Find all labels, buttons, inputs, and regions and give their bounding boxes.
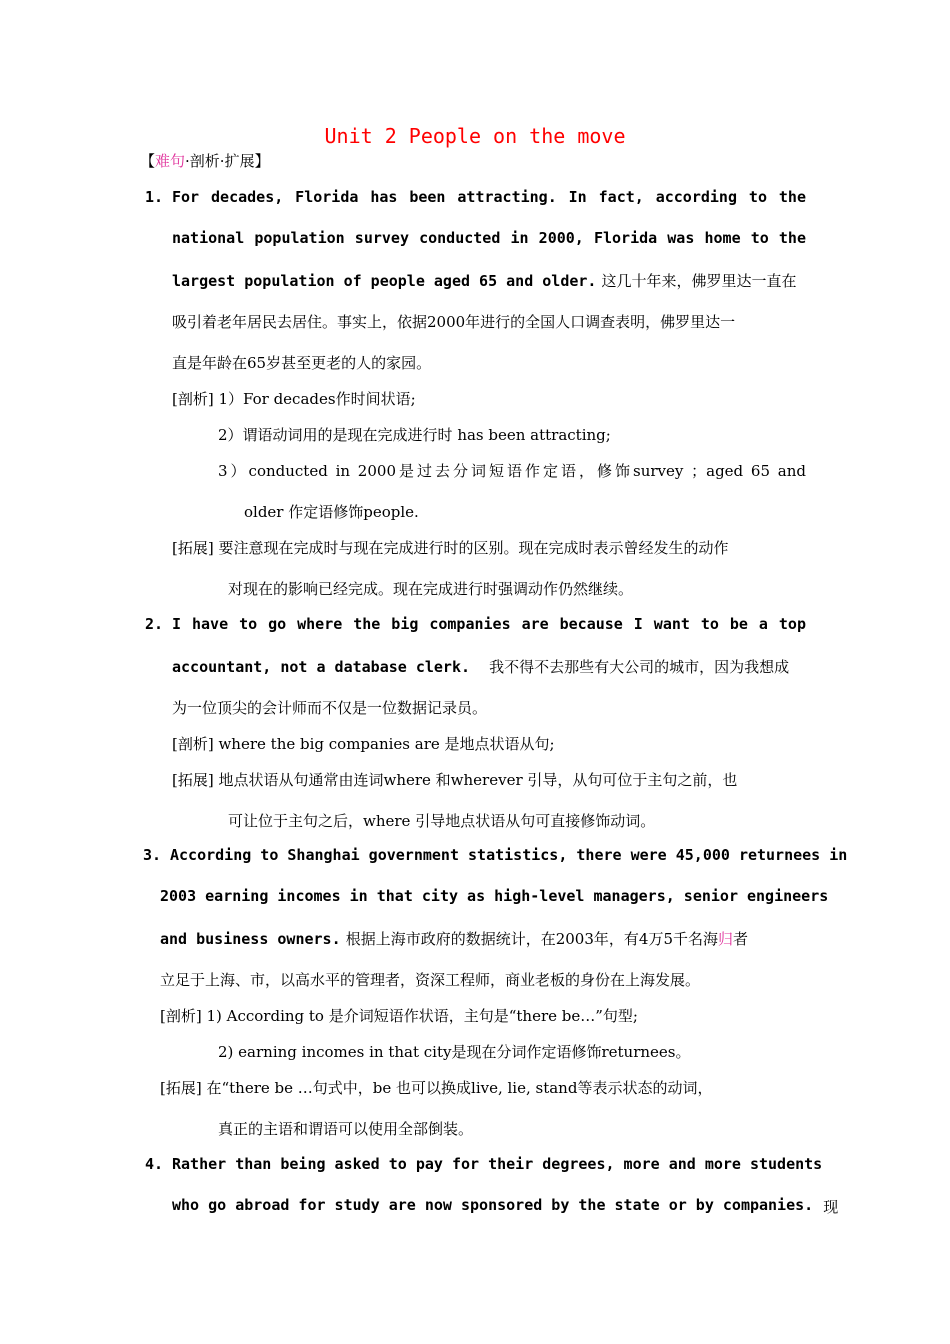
item-zh-line: 立足于上海、市，以高水平的管理者，资深工程师，商业老板的身份在上海发展。 bbox=[160, 971, 701, 989]
analysis-line: [剖析] 1）For decades作时间状语; bbox=[172, 390, 416, 408]
item-en-line: 2003 earning incomes in that city as high-level managers, senior engineers bbox=[160, 887, 829, 905]
section-heading bbox=[140, 150, 270, 171]
item-zh-line: 为一位顶尖的会计师而不仅是一位数据记录员。 bbox=[172, 699, 488, 717]
analysis-line: 3）conducted in 2000是过去分词短语作定语，修饰survey ；aged 65 and bbox=[218, 462, 806, 480]
item-en-line: who go abroad for study are now sponsored by the state or by companies. bbox=[172, 1196, 814, 1214]
item-en-line: accountant, not a database clerk. bbox=[172, 658, 471, 676]
extension-line: 真正的主语和谓语可以使用全部倒装。 bbox=[218, 1120, 474, 1138]
item-number: 2. bbox=[145, 615, 164, 633]
item-number: 3. bbox=[143, 846, 162, 864]
item-zh-line: 直是年龄在65岁甚至更老的人的家园。 bbox=[172, 354, 432, 372]
analysis-line: 2）谓语动词用的是现在完成进行时 has been attracting; bbox=[218, 426, 611, 444]
item-en-line: For decades, Florida has been attracting. In fact, according to the bbox=[172, 188, 806, 206]
item-line bbox=[172, 656, 789, 677]
item-line bbox=[172, 1196, 839, 1217]
item-en-line: and business owners. bbox=[160, 930, 341, 948]
analysis-line: [剖析] 1) According to 是介词短语作状语，主句是“there be…”句型; bbox=[160, 1007, 638, 1025]
item-zh-line: 现 bbox=[823, 1198, 839, 1216]
item-zh-line: 我不得不去那些有大公司的城市，因为我想成 bbox=[489, 658, 790, 676]
extension-line: [拓展] 在“there be …句式中，be 也可以换成live, lie, stand等表示状态的动词， bbox=[160, 1079, 713, 1097]
item-line bbox=[160, 928, 748, 949]
analysis-line: older 作定语修饰people. bbox=[244, 503, 419, 521]
extension-line: [拓展] 要注意现在完成时与现在完成进行时的区别。现在完成时表示曾经发生的动作 bbox=[172, 539, 729, 557]
heading-bracket: 【 bbox=[140, 152, 156, 170]
item-en-line: I have to go where the big companies are because I want to be a top bbox=[172, 615, 806, 633]
item-zh-line: 这几十年来，佛罗里达一直在 bbox=[601, 272, 797, 290]
extension-line: 可让位于主句之后，where 引导地点状语从句可直接修饰动词。 bbox=[228, 812, 656, 830]
analysis-line: [剖析] where the big companies are 是地点状语从句; bbox=[172, 735, 555, 753]
extension-line: [拓展] 地点状语从句通常由连词where 和wherever 引导，从句可位于主句之前，也 bbox=[172, 771, 738, 789]
item-zh-line: 吸引着老年居民去居住。事实上，依据2000年进行的全国人口调查表明，佛罗里达一 bbox=[172, 313, 736, 331]
page-title: Unit 2 People on the move bbox=[324, 124, 626, 148]
item-zh-highlight: 归 bbox=[717, 930, 733, 948]
item-en-line: largest population of people aged 65 and older. bbox=[172, 272, 597, 290]
item-zh-line: 者 bbox=[733, 930, 749, 948]
heading-rest: ·剖析·扩展】 bbox=[185, 152, 270, 170]
item-number: 4. bbox=[145, 1155, 164, 1173]
extension-line: 对现在的影响已经完成。现在完成进行时强调动作仍然继续。 bbox=[228, 580, 634, 598]
item-en-line: Rather than being asked to pay for their degrees, more and more students bbox=[172, 1155, 823, 1173]
item-en-line: According to Shanghai government statistics, there were 45,000 returnees in bbox=[170, 846, 848, 864]
item-line bbox=[172, 270, 797, 291]
analysis-line: 2) earning incomes in that city是现在分词作定语修饰returnees。 bbox=[218, 1043, 691, 1061]
item-en-line: national population survey conducted in 2000, Florida was home to the bbox=[172, 229, 806, 247]
item-zh-line: 根据上海市政府的数据统计，在2003年，有4万5千名海 bbox=[345, 930, 718, 948]
heading-highlight: 难句 bbox=[155, 152, 186, 170]
item-number: 1. bbox=[145, 188, 164, 206]
